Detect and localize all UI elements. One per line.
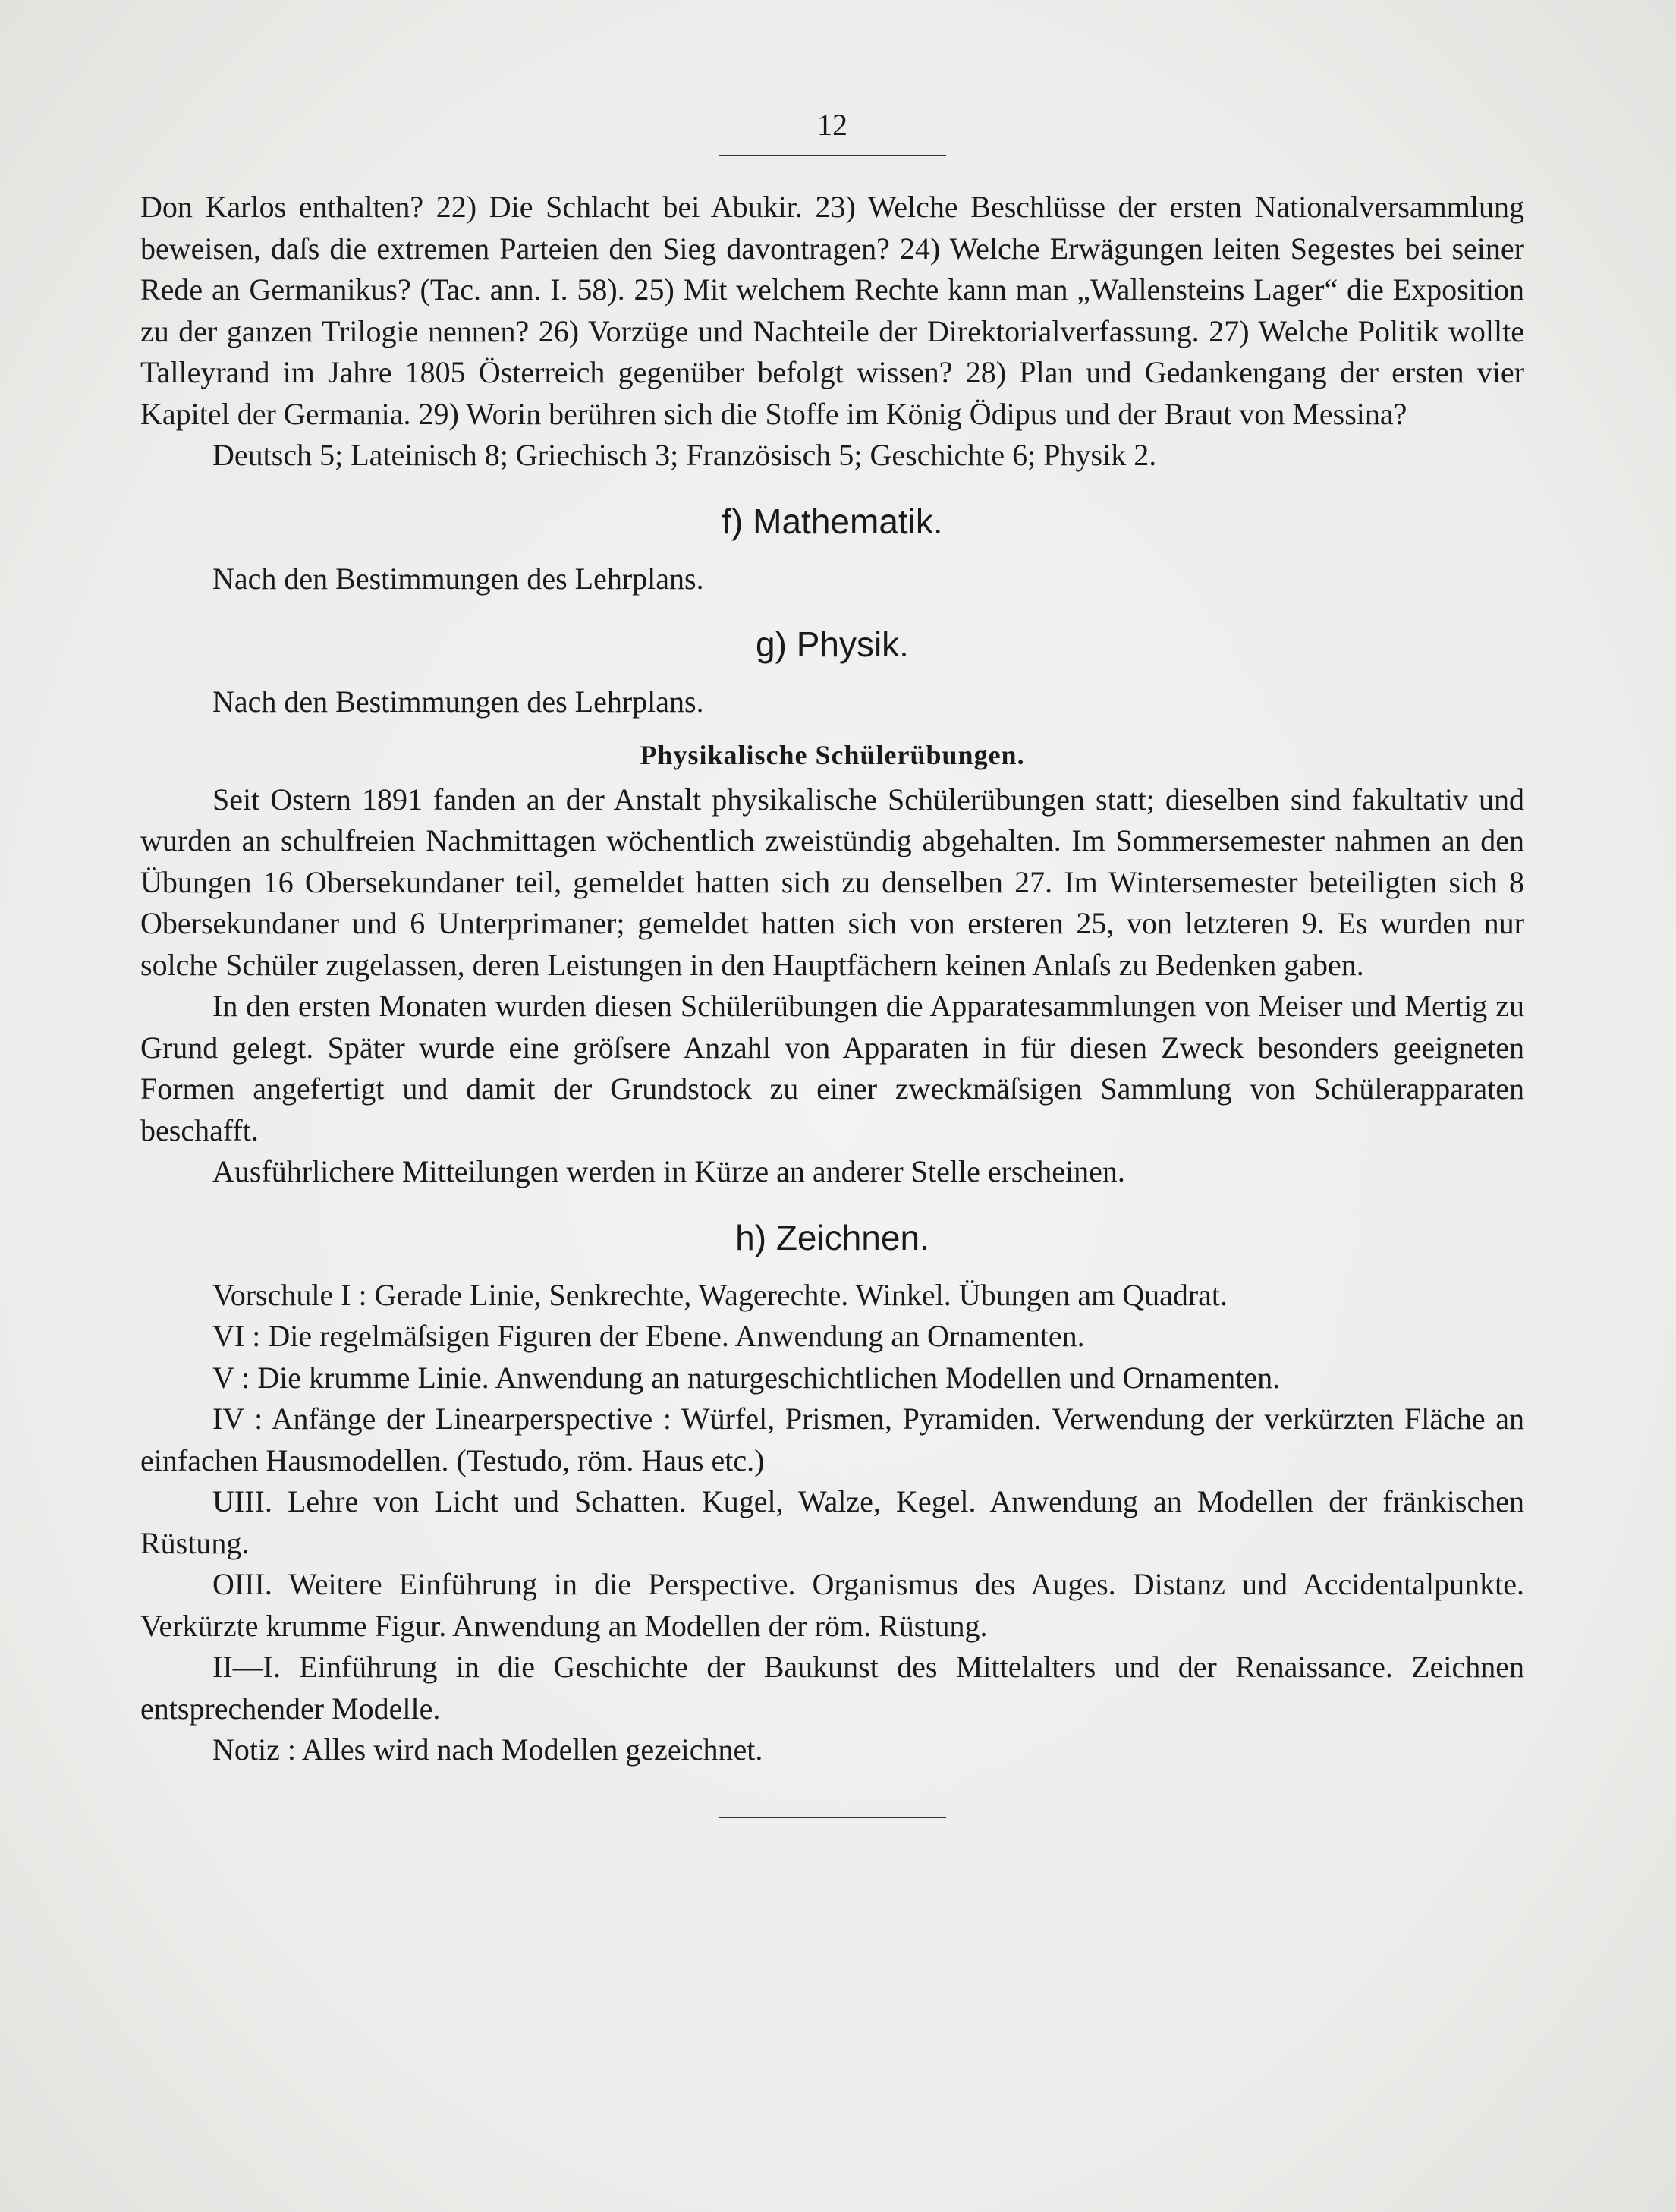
hours-summary: Deutsch 5; Lateinisch 8; Griechisch 3; Französisch 5; Geschichte 6; Physik 2. [212,438,1157,472]
zeichnen-note: Notiz : Alles wird nach Modellen gezeichnet. [212,1732,763,1767]
footer-rule [719,1817,946,1818]
physik-paragraph: In den ersten Monaten wurden diesen Schülerübungen die Apparatesammlungen von Meiser und Mertig zu Grund gelegt. Später wurde eine gröſsere Anzahl von Apparaten in für diesen Zweck besonders geeigneten Formen angefertigt und damit der Grundstock zu einer zweckmäſsigen Sammlung von Schülerapparaten beschafft. [140,989,1524,1147]
heading-zeichnen: h) Zeichnen. [735,1217,929,1257]
heading-physik: g) Physik. [756,625,909,664]
subheading-schuleruebungen: Physikalische Schülerübungen. [640,739,1025,770]
physik-text: Nach den Bestimmungen des Lehrplans. [212,684,704,719]
heading-mathematik: f) Mathematik. [722,501,943,541]
mathematik-text: Nach den Bestimmungen des Lehrplans. [212,561,704,596]
zeichnen-paragraph: V : Die krumme Linie. Anwendung an naturgeschichtlichen Modellen und Ornamenten. [212,1360,1281,1395]
zeichnen-paragraph: OIII. Weitere Einführung in die Perspective. Organismus des Auges. Distanz und Accidentalpunkte. Verkürzte krumme Figur. Anwendung an Modellen der röm. Rüstung. [140,1567,1524,1643]
zeichnen-paragraph: II—I. Einführung in die Geschichte der Baukunst des Mittelalters und der Renaissance. Zeichnen entsprechender Modelle. [140,1650,1524,1726]
header-rule [719,155,946,156]
page-content [140,106,1524,1818]
zeichnen-paragraph: IV : Anfänge der Linearperspective : Würfel, Prismen, Pyramiden. Verwendung der verkürzten Fläche an einfachen Hausmodellen. (Testudo, röm. Haus etc.) [140,1402,1524,1477]
zeichnen-paragraph: Vorschule I : Gerade Linie, Senkrechte, Wagerechte. Winkel. Übungen am Quadrat. [212,1277,1228,1312]
physik-paragraph: Seit Ostern 1891 fanden an der Anstalt physikalische Schülerübungen statt; dieselben sind fakultativ und wurden an schulfreien Nachmittagen wöchentlich zweistündig abgehalten. Im Sommersemester nahmen an den Übungen 16 Obersekundaner teil, gemeldet hatten sich zu denselben 27. Im Wintersemester beteiligten sich 8 Obersekundaner und 6 Unterprimaner; gemeldet hatten sich von ersteren 25, von letzteren 9. Es wurden nur solche Schüler zugelassen, deren Leistungen in den Hauptfächern keinen Anlaſs zu Bedenken gaben. [140,782,1524,982]
zeichnen-paragraph: UIII. Lehre von Licht und Schatten. Kugel, Walze, Kegel. Anwendung an Modellen der fränkischen Rüstung. [140,1484,1524,1560]
intro-paragraph: Don Karlos enthalten? 22) Die Schlacht bei Abukir. 23) Welche Beschlüsse der ersten Nationalversammlung beweisen, daſs die extremen Parteien den Sieg davontragen? 24) Welche Erwägungen leiten Segestes bei seiner Rede an Germanikus? (Tac. ann. I. 58). 25) Mit welchem Rechte kann man „Wallensteins Lager“ die Exposition zu der ganzen Trilogie nennen? 26) Vorzüge und Nachteile der Direktorialverfassung. 27) Welche Politik wollte Talleyrand im Jahre 1805 Österreich gegenüber befolgt wissen? 28) Plan und Gedankengang der ersten vier Kapitel der Germania. 29) Worin berühren sich die Stoffe im König Ödipus und der Braut von Messina? [140,190,1524,431]
physik-paragraph: Ausführlichere Mitteilungen werden in Kürze an anderer Stelle erscheinen. [212,1154,1125,1188]
zeichnen-paragraph: VI : Die regelmäſsigen Figuren der Ebene. Anwendung an Ornamenten. [212,1319,1085,1353]
page-number: 12 [817,108,847,142]
